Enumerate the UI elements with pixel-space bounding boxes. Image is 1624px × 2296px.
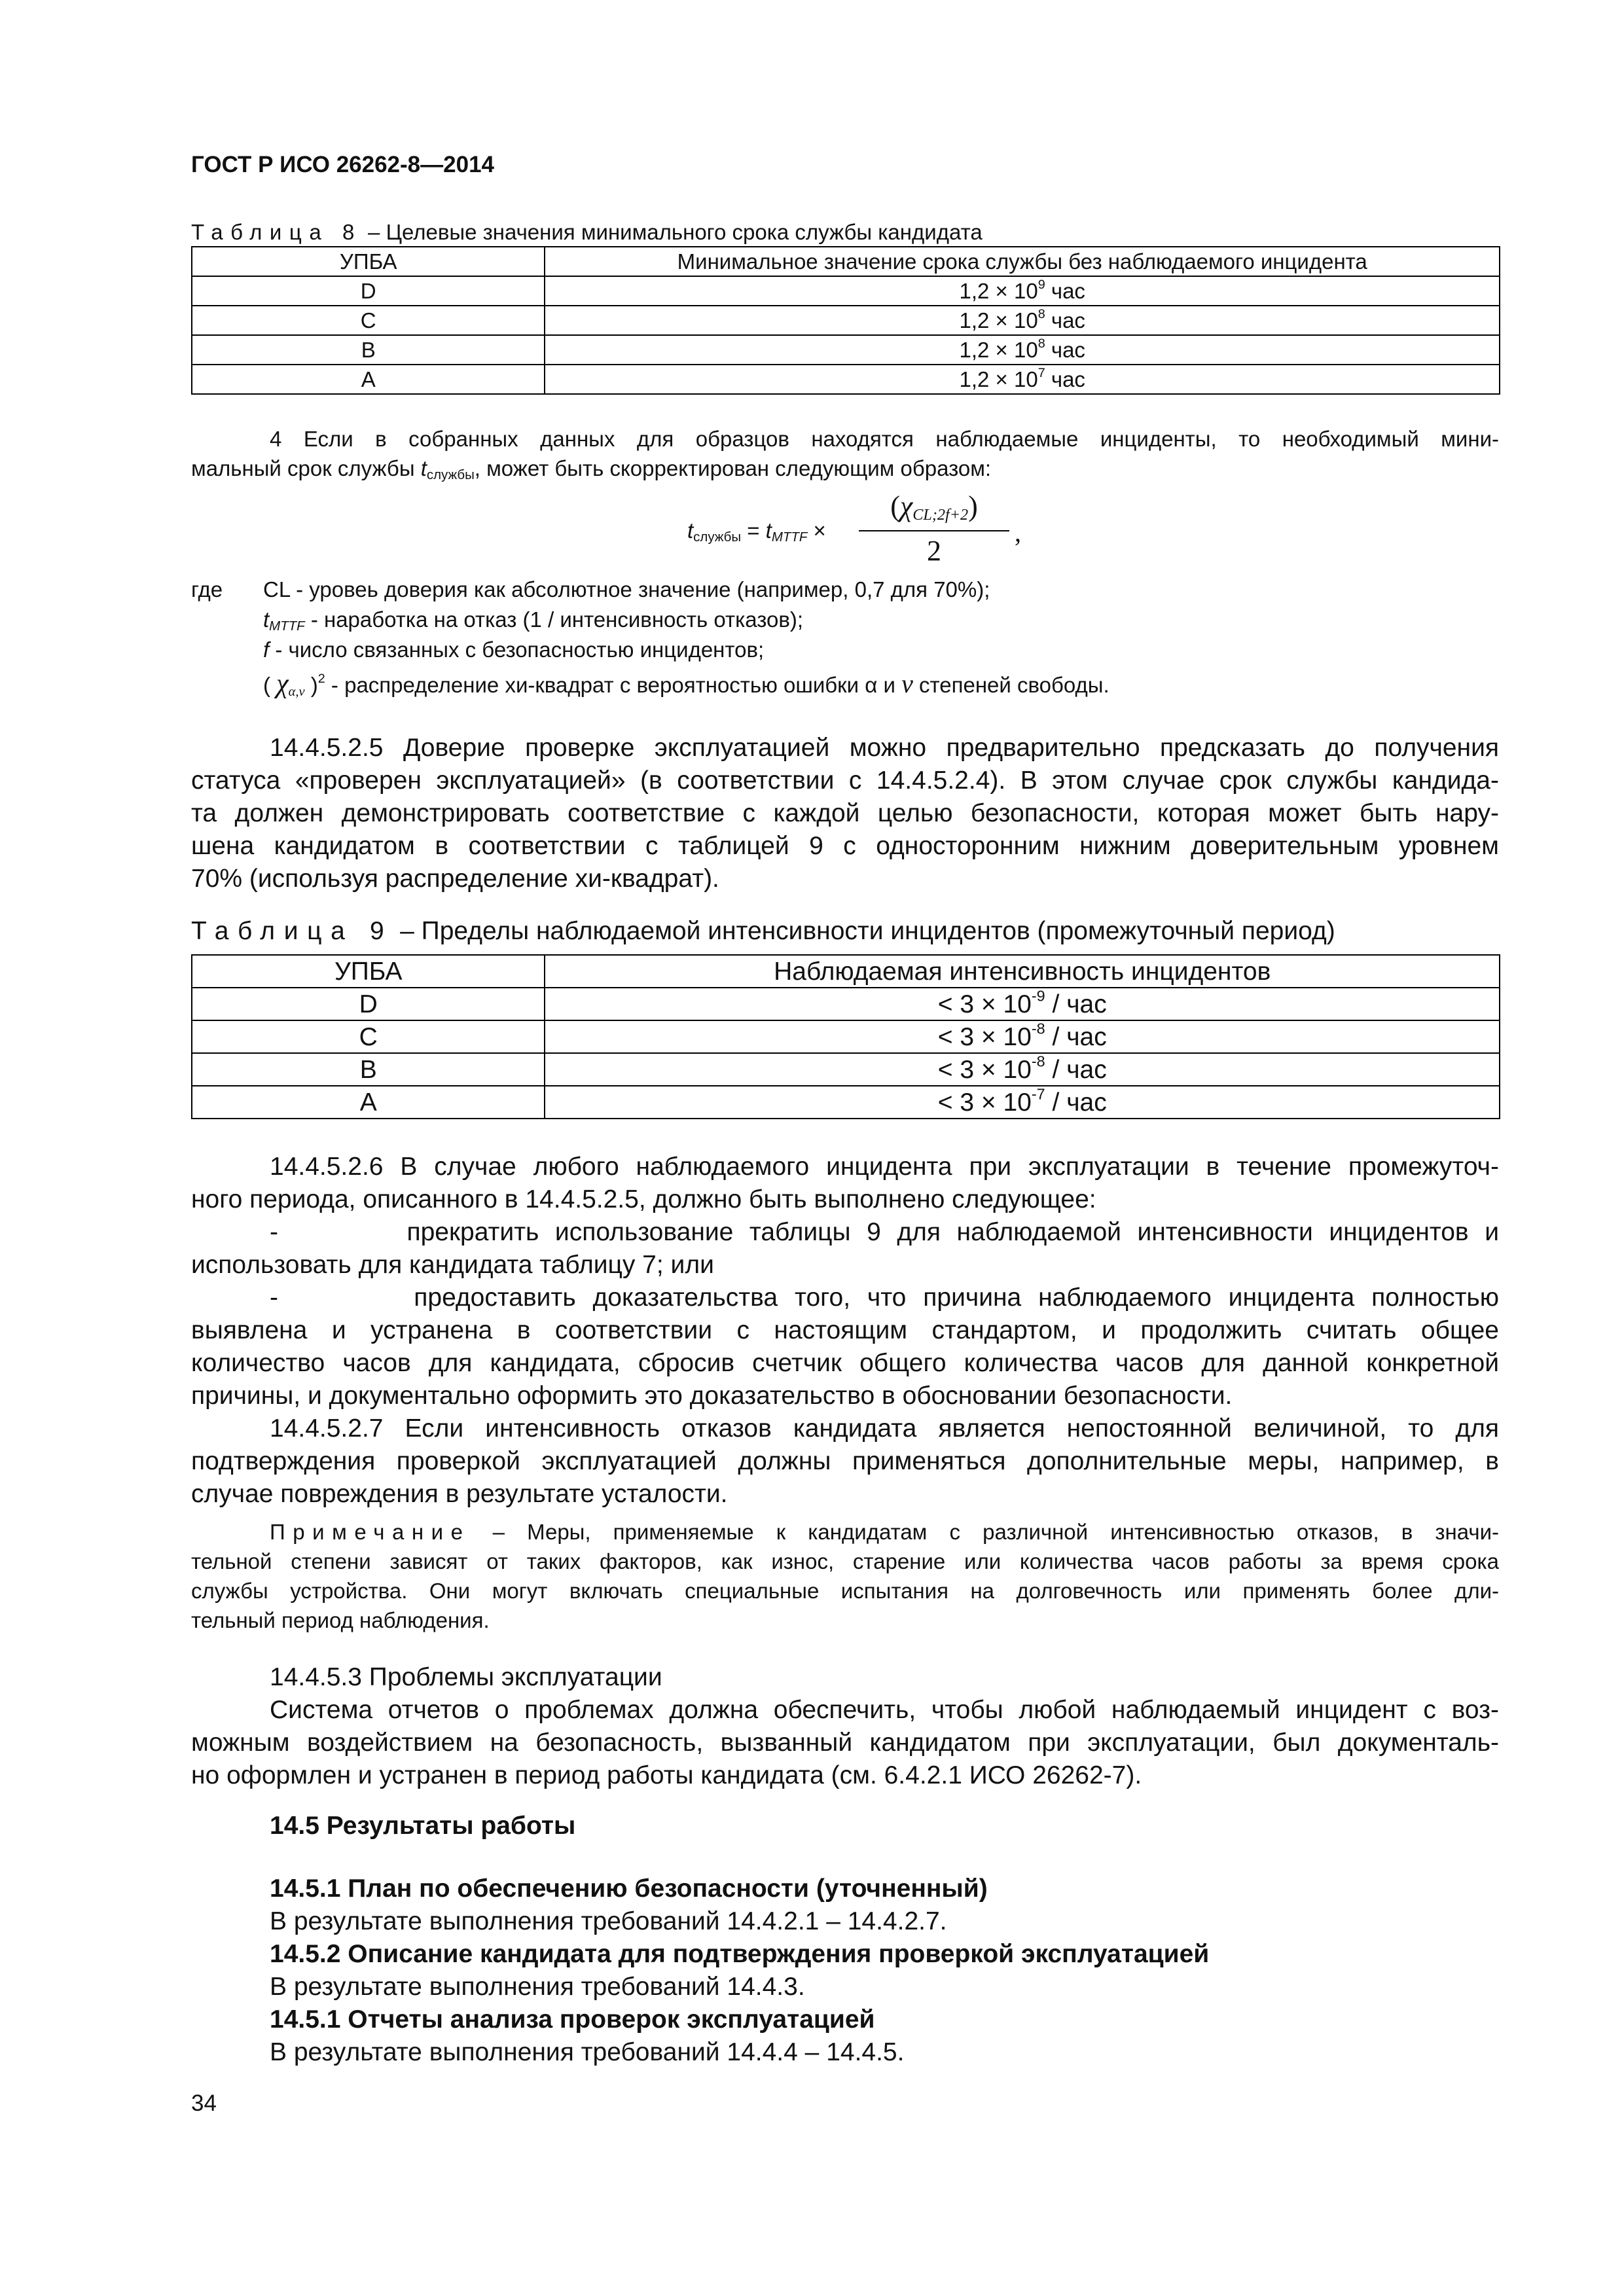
table8-caption-label: Таблица 8 [191,220,362,244]
text-line: статуса «проверен эксплуатацией» (в соответствии с 14.4.5.2.4). В этом случае срок службы кандида- [191,766,1499,795]
table9 [191,954,1500,1119]
subsection-title: 14.5.2 Описание кандидата для подтверждения проверкой эксплуатацией [270,1940,1210,1968]
table9-value-cell: < $3 \times 10^{-8}$ / час [545,1053,1500,1086]
table8 [191,246,1500,395]
formula-fraction [859,486,1009,568]
bullet-line: использовать для кандидата таблицу 7; или [191,1251,714,1279]
table9-row [192,1086,1500,1119]
text-line: тельной степени зависят от таких факторов, как износ, старение или количества часов работы за время срока [191,1549,1499,1573]
table9-row [192,988,1500,1020]
subsection-title: 14.5.1 План по обеспечению безопасности (уточненный) [270,1874,988,1903]
text-line: 14.4.5.2.5 Доверие проверке эксплуатацией можно предварительно предсказать до получения [270,734,1499,762]
table9-row [192,1053,1500,1086]
bullet-line: выявлена и устранена в соответствии с настоящим стандартом, и продолжить считать общее [191,1316,1499,1344]
legend-items [263,575,1441,700]
table8-value-cell: $1,2 \times 10^8$ час [545,335,1500,365]
table9-value-cell: < $3 \times 10^{-9}$ / час [545,988,1500,1020]
table8-level-cell: C [192,306,545,335]
note-label: Примечание [270,1520,471,1544]
table8-header-cell: Минимальное значение срока службы без наблюдаемого инцидента [545,247,1500,276]
table8-level-cell: A [192,365,545,394]
bullet-line: - предоставить доказательства того, что причина наблюдаемого инцидента полностью [270,1283,1499,1312]
table9-level-cell: A [192,1086,545,1119]
formula-comma: , [1015,518,1021,547]
formula-denominator: 2 [927,535,941,567]
table9-value-cell: < $3 \times 10^{-8}$ / час [545,1020,1500,1053]
table8-row [192,276,1500,306]
text-line: тельный период наблюдения. [191,1608,490,1632]
table9-caption [191,915,1335,948]
text-line: та должен демонстрировать соответствие с каждой целью безопасности, которая может быть нару- [191,799,1499,827]
legend-item-f: f - число связанных с безопасностью инцидентов; [263,637,765,662]
subsection-text: В результате выполнения требований 14.4.4 – 14.4.5. [270,2038,905,2066]
table8-row [192,335,1500,365]
section-14-5-title: 14.5 Результаты работы [270,1812,576,1840]
table9-caption-text: – Пределы наблюдаемой интенсивности инцидентов (промежуточный период) [393,917,1335,945]
note4-line: 4 Если в собранных данных для образцов находятся наблюдаемые инциденты, то необходимый мини- [270,427,1499,451]
text-line: 14.4.5.2.6 В случае любого наблюдаемого инцидента при эксплуатации в течение промежуточ- [270,1153,1499,1181]
table8-caption-text: – Целевые значения минимального срока службы кандидата [361,220,983,244]
formula-numerator: $(\chi_{CL;2f+2})$ [890,490,978,524]
note4-paragraph [191,424,1499,483]
table9-level-cell: C [192,1020,545,1053]
text-line: ного периода, описанного в 14.4.5.2.5, должно быть выполнено следующее: [191,1185,1096,1213]
section-title: 14.4.5.3 Проблемы эксплуатации [270,1663,662,1691]
bullet-line: - прекратить использование таблицы 9 для наблюдаемой интенсивности инцидентов и [270,1218,1499,1246]
table9-level-cell: B [192,1053,545,1086]
table9-header-cell: УПБА [192,955,545,988]
para-14-4-5-2-5 [191,732,1499,895]
fraction-bar [859,530,1009,531]
bullet-line: причины, и документально оформить это доказательство в обосновании безопасности. [191,1382,1233,1410]
table9-level-cell: D [192,988,545,1020]
text-line: Система отчетов о проблемах должна обеспечить, чтобы любой наблюдаемый инцидент с воз- [270,1696,1499,1724]
table9-caption-label: Таблица 9 [191,917,393,945]
formula-lhs: $t_{службы} = t_{MTTF}$ × [687,518,826,545]
subsection-text: В результате выполнения требований 14.4.2.1 – 14.4.2.7. [270,1907,947,1935]
subsection-text: В результате выполнения требований 14.4.3. [270,1973,805,2001]
text-line: подтверждения проверкой эксплуатацией должны применяться дополнительные меры, например, в [191,1447,1499,1475]
text-line: Примечание – Меры, применяемые к кандидатам с различной интенсивностью отказов, в значи- [270,1520,1499,1544]
note-paragraph [191,1517,1499,1635]
table8-row [192,365,1500,394]
table8-caption [191,217,983,247]
legend-item-mttf: $t_{MTTF}$ - наработка на отказ (1 / интенсивность отказов); [263,607,804,634]
legend-item-chi: ( $\chi_{\alpha,\nu}$ )$^2$ - распределение хи-квадрат с вероятностью ошибки α и ν степеней свободы. [263,669,1110,700]
table9-header-cell: Наблюдаемая интенсивность инцидентов [545,955,1500,988]
note4-line: мальный срок службы $t_{службы}$, может быть скорректирован следующим образом: [191,456,992,483]
legend-item-cl: CL - уровеь доверия как абсолютное значение (например, 0,7 для 70%); [263,577,990,601]
subsection-title: 14.5.1 Отчеты анализа проверок эксплуатацией [270,2005,875,2034]
table8-level-cell: D [192,276,545,306]
para-14-4-5-2-6 [191,1151,1499,1511]
legend-label: где [191,577,223,601]
table8-level-cell: B [192,335,545,365]
page-number: 34 [191,2090,217,2116]
bullet-line: количество часов для кандидата, сбросив счетчик общего количества часов для данной конкретной [191,1349,1499,1377]
table8-header-row [192,247,1500,276]
table8-value-cell: $1,2 \times 10^8$ час [545,306,1500,335]
text-line: можным воздействием на безопасность, вызванный кандидатом при эксплуатации, был документаль- [191,1729,1499,1757]
text-line: случае повреждения в результате усталости. [191,1480,728,1508]
text-line: но оформлен и устранен в период работы кандидата (см. 6.4.2.1 ИСО 26262-7). [191,1761,1142,1789]
table9-row [192,1020,1500,1053]
section-14-4-5-3 [191,1661,1499,1792]
table8-value-cell: $1,2 \times 10^9$ час [545,276,1500,306]
text-line: 70% (используя распределение хи-квадрат). [191,865,719,893]
text-line: шена кандидатом в соответствии с таблицей 9 с односторонним нижним доверительным уровнем [191,832,1499,860]
table9-header-row [192,955,1500,988]
table8-value-cell: $1,2 \times 10^7$ час [545,365,1500,394]
text-line: службы устройства. Они могут включать специальные испытания на долговечность или применять более дли- [191,1579,1499,1603]
table8-header-cell: УПБА [192,247,545,276]
document-header: ГОСТ Р ИСО 26262-8—2014 [191,152,494,177]
table8-row [192,306,1500,335]
text-line: 14.4.5.2.7 Если интенсивность отказов кандидата является непостоянной величиной, то для [270,1414,1499,1443]
table9-value-cell: < $3 \times 10^{-7}$ / час [545,1086,1500,1119]
service-life-formula [687,486,1054,577]
